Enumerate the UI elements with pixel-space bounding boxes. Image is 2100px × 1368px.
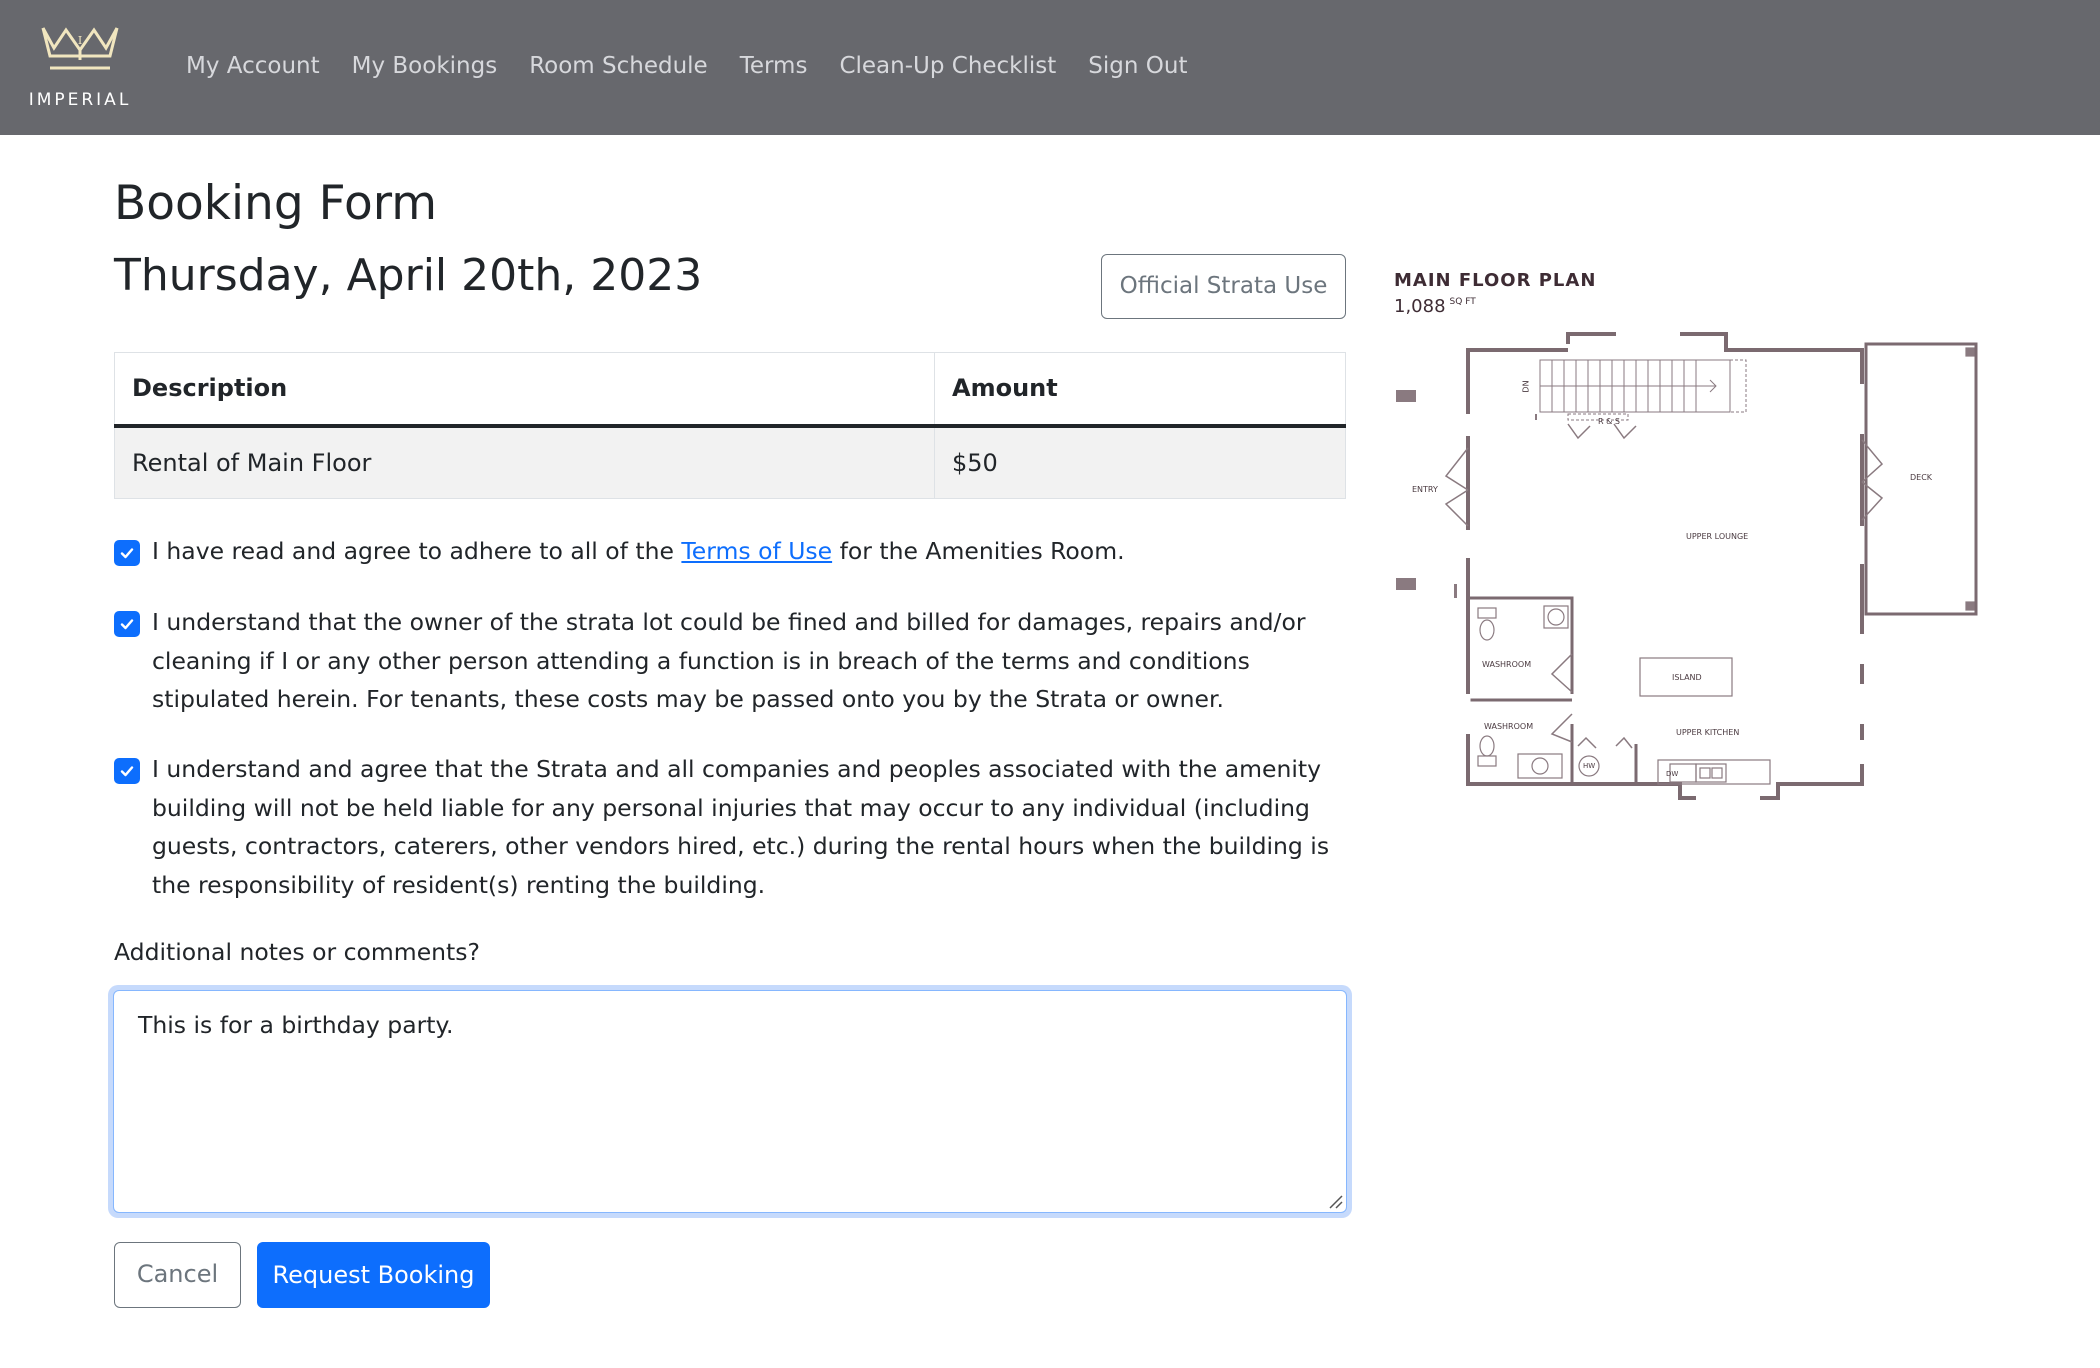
brand-logo[interactable]: [20, 22, 140, 114]
floor-plan-title: MAIN FLOOR PLAN: [1394, 270, 1597, 291]
agreement-damages-checkbox[interactable]: [114, 611, 140, 637]
table-header-row: [115, 353, 1346, 426]
upper-kitchen-label: UPPER KITCHEN: [1676, 728, 1740, 737]
agreement-damages-text: I understand that the owner of the strata lot could be fined and billed for damages, repairs and/or cleaning if I or any other person attending a function is in breach of the terms and conditions stipulated herein. For tenants, these costs may be passed onto you by the Strata or owner.: [152, 608, 1306, 713]
table-cell-amount: $50: [935, 426, 1346, 499]
nav-sign-out[interactable]: Sign Out: [1088, 53, 1188, 79]
agreement-terms-text-before: I have read and agree to adhere to all of the: [152, 537, 682, 565]
floor-plan: [1390, 264, 1990, 804]
washroom-label: WASHROOM: [1484, 722, 1534, 731]
svg-text:I: I: [77, 34, 83, 47]
stairs-down-label: DN: [1521, 380, 1531, 393]
notes-value: This is for a birthday party.: [138, 1011, 454, 1039]
entry-label: ENTRY: [1412, 485, 1438, 494]
agreement-liability: [114, 750, 1354, 904]
booking-date: Thursday, April 20th, 2023: [114, 250, 703, 301]
agreement-terms-text: [152, 532, 1125, 571]
floor-plan-area-value: 1,088: [1394, 296, 1446, 317]
fee-table: [114, 352, 1346, 499]
agreement-liability-text: I understand and agree that the Strata and all companies and peoples associated with the amenity building will not be held liable for any personal injuries that may occur to any individual (including guests, contractors, caterers, other vendors hired, etc.) during the rental hours when the building is the responsibility of resident(s) renting the building.: [152, 755, 1330, 899]
hot-water-label: HW: [1583, 762, 1596, 770]
page-title: Booking Form: [114, 176, 437, 231]
island-label: ISLAND: [1672, 673, 1702, 682]
notes-textarea[interactable]: [113, 990, 1347, 1213]
nav-room-schedule[interactable]: Room Schedule: [529, 53, 708, 79]
nav-terms[interactable]: Terms: [739, 53, 808, 79]
upper-lounge-label: UPPER LOUNGE: [1686, 532, 1749, 541]
agreement-terms-text-after: for the Amenities Room.: [832, 537, 1125, 565]
crown-icon: [40, 22, 120, 78]
dishwasher-label: DW: [1666, 770, 1679, 778]
brand-name: IMPERIAL: [28, 90, 132, 110]
agreement-terms-checkbox[interactable]: [114, 540, 140, 566]
table-cell-description: Rental of Main Floor: [115, 426, 935, 499]
nav-clean-up-checklist[interactable]: Clean-Up Checklist: [839, 53, 1057, 79]
checkmark-icon: [119, 616, 135, 632]
checkmark-icon: [119, 763, 135, 779]
agreement-terms: [114, 532, 1354, 571]
column-header-description: Description: [115, 353, 935, 426]
agreement-liability-checkbox[interactable]: [114, 758, 140, 784]
official-strata-use-button[interactable]: Official Strata Use: [1101, 254, 1346, 319]
table-row: [115, 426, 1346, 499]
cancel-button[interactable]: Cancel: [114, 1242, 241, 1308]
terms-of-use-link[interactable]: Terms of Use: [681, 537, 833, 565]
nav-my-account[interactable]: My Account: [186, 53, 320, 79]
resize-handle-icon[interactable]: [1327, 1193, 1343, 1209]
navbar: [0, 0, 2100, 135]
column-header-amount: Amount: [935, 353, 1346, 426]
agreement-damages: [114, 603, 1354, 719]
notes-focus-ring: [108, 985, 1352, 1218]
nav-my-bookings[interactable]: My Bookings: [351, 53, 498, 79]
notes-label: Additional notes or comments?: [114, 938, 480, 966]
floor-plan-area-unit: SQ FT: [1449, 297, 1476, 307]
washroom-label: WASHROOM: [1482, 660, 1532, 669]
deck-label: DECK: [1910, 473, 1933, 482]
rs-label: R & S: [1598, 417, 1620, 426]
nav-links: [186, 46, 1219, 86]
request-booking-button[interactable]: Request Booking: [257, 1242, 490, 1308]
checkmark-icon: [119, 545, 135, 561]
